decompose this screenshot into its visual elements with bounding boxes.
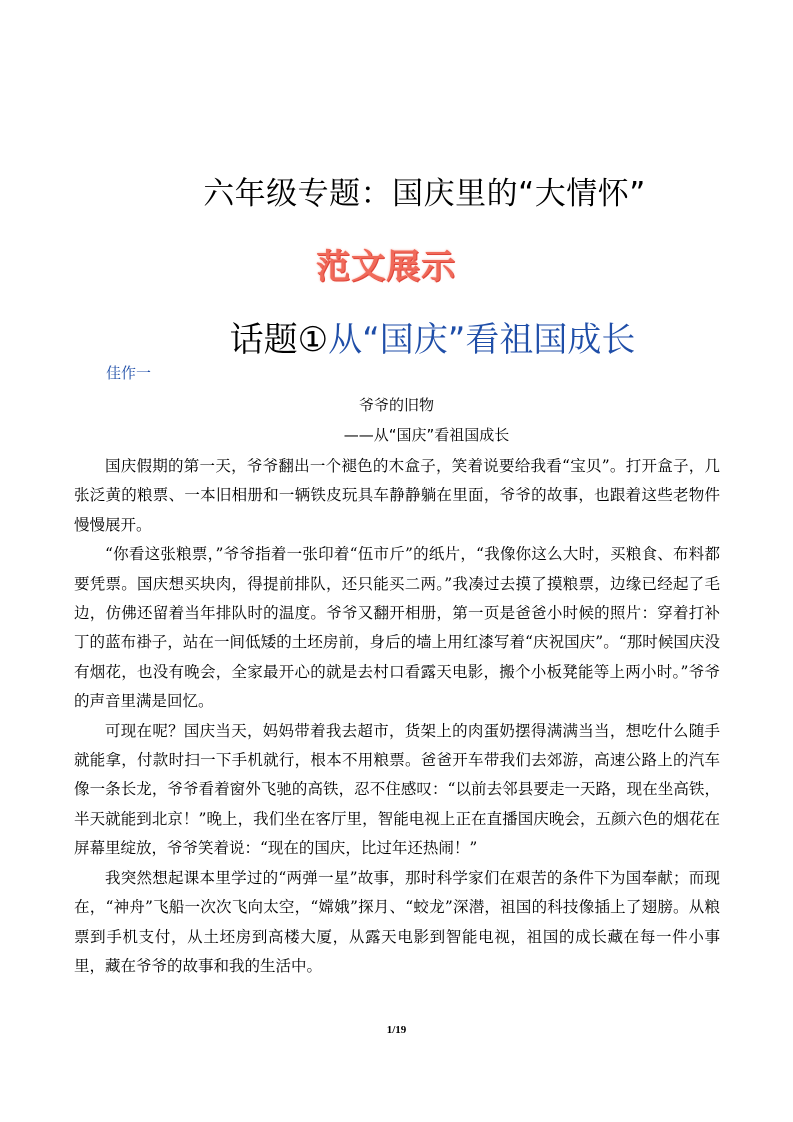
essay-body — [74, 452, 720, 981]
essay-title: 爷爷的旧物 — [358, 396, 434, 414]
page-title: 六年级专题：国庆里的“大情怀” — [203, 176, 646, 212]
paragraph: 我突然想起课本里学过的“两弹一星”故事，那时科学家们在艰苦的条件下为国奉献；而现在，“神舟”飞船一次次飞向太空，“嫦娥”探月、“蛟龙”深潜，祖国的科技像插上了翅膀。从粮票到手机支付，从土坯房到高楼大厦，从露天电影到智能电视，祖国的成长藏在每一件小事里，藏在爷爷的故事和我的生活中。 — [74, 868, 720, 975]
paragraph: 可现在呢？国庆当天，妈妈带着我去超市，货架上的肉蛋奶摆得满满当当，想吃什么随手就能拿，付款时扫一下手机就行，根本不用粮票。爸爸开车带我们去郊游，高速公路上的汽车像一条长龙，爷爷看着窗外飞驰的高铁，忍不住感叹：“以前去邻县要走一天路，现在坐高铁，半天就能到北京！”晚上，我们坐在客厅里，智能电视上正在直播国庆晚会，五颜六色的烟花在屏幕里绽放，爷爷笑着说：“现在的国庆，比过年还热闹！” — [74, 721, 720, 858]
topic-prefix: 话题① — [229, 320, 329, 360]
page-number: 1/19 — [386, 1024, 407, 1036]
paragraph: 国庆假期的第一天，爷爷翻出一个褪色的木盒子，笑着说要给我看“宝贝”。打开盒子，几张泛黄的粮票、一本旧相册和一辆铁皮玩具车静静躺在里面，爷爷的故事，也跟着这些老物件慢慢展开。 — [74, 457, 720, 534]
paragraph: “你看这张粮票，”爷爷指着一张印着“伍市斤”的纸片，“我像你这么大时，买粮食、布料都要凭票。国庆想买块肉，得提前排队，还只能买二两。”我凑过去摸了摸粮票，边缘已经起了毛边，仿佛还留着当年排队时的温度。爷爷又翻开相册，第一页是爸爸小时候的照片：穿着打补丁的蓝布褂子，站在一间低矮的土坯房前，身后的墙上用红漆写着“庆祝国庆”。“那时候国庆没有烟花，也没有晚会，全家最开心的就是去村口看露天电影，搬个小板凳能等上两小时。”爷爷的声音里满是回忆。 — [74, 545, 720, 711]
topic-heading — [0, 312, 793, 361]
topic-text: 从“国庆”看祖国成长 — [328, 320, 636, 360]
model-essay-banner: 范文展示 — [316, 247, 456, 287]
essay-label: 佳作一 — [106, 364, 152, 382]
essay-subtitle: ——从“国庆”看祖国成长 — [343, 426, 510, 444]
